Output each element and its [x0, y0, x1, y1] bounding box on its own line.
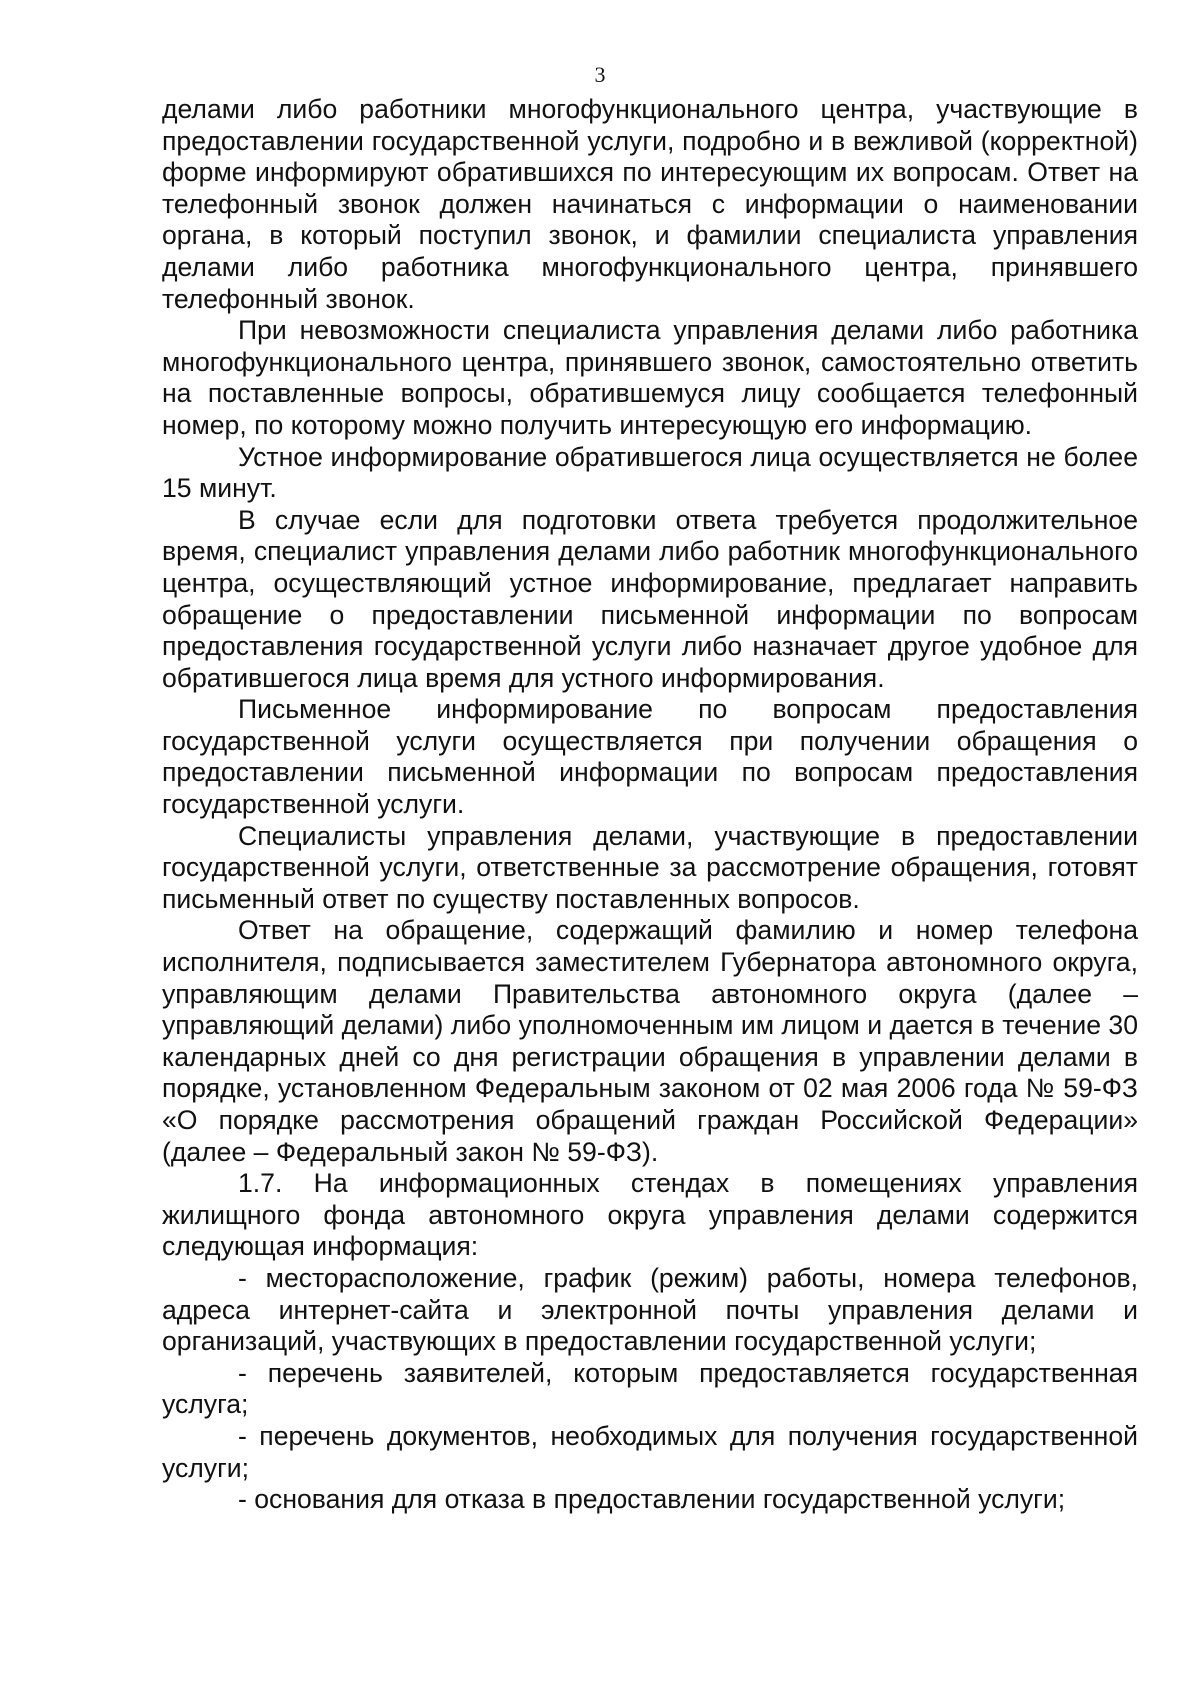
paragraph-1: делами либо работники многофункционального центра, участвующие в предоставлении государственной услуги, подробно и в вежливой (корректной) форме информируют обратившихся по интересующим их вопросам. Ответ на телефонный звонок должен начинаться с информации о наименовании органа, в который поступил звонок, и фамилии специалиста управления делами либо работника многофункционального центра, принявшего телефонный звонок.: [162, 94, 1138, 314]
document-body: [162, 94, 1138, 1516]
list-item-documents: - перечень документов, необходимых для получения государственной услуги;: [162, 1420, 1138, 1483]
page-number: 3: [594, 62, 606, 87]
paragraph-5: Письменное информирование по вопросам предоставления государственной услуги осуществляется при получении обращения о предоставлении письменной информации по вопросам предоставления государственной услуги.: [162, 694, 1138, 820]
paragraph-4: В случае если для подготовки ответа требуется продолжительное время, специалист управления делами либо работник многофункционального центра, осуществляющий устное информирование, предлагает направить обращение о предоставлении письменной информации по вопросам предоставления государственной услуги либо назначает другое удобное для обратившегося лица время для устного информирования.: [162, 504, 1138, 693]
list-item-applicants: - перечень заявителей, которым предоставляется государственная услуга;: [162, 1357, 1138, 1420]
list-item-location-schedule: - месторасположение, график (режим) работы, номера телефонов, адреса интернет-сайта и электронной почты управления делами и организаций, участвующих в предоставлении государственной услуги;: [162, 1262, 1138, 1357]
paragraph-2: При невозможности специалиста управления делами либо работника многофункционального центра, принявшего звонок, самостоятельно ответить на поставленные вопросы, обратившемуся лицу сообщается телефонный номер, по которому можно получить интересующую его информацию.: [162, 315, 1138, 440]
paragraph-7: Ответ на обращение, содержащий фамилию и номер телефона исполнителя, подписывается заместителем Губернатора автономного округа, управляющим делами Правительства автономного округа (далее – управляющий делами) либо уполномоченным им лицом и дается в течение 30 календарных дней со дня регистрации обращения в управлении делами в порядке, установленном Федеральным законом от 02 мая 2006 года № 59-ФЗ «О порядке рассмотрения обращений граждан Российской Федерации» (далее – Федеральный закон № 59-ФЗ).: [162, 915, 1138, 1167]
paragraph-3: Устное информирование обратившегося лица осуществляется не более 15 минут.: [162, 441, 1138, 504]
paragraph-6: Специалисты управления делами, участвующие в предоставлении государственной услуги, ответственные за рассмотрение обращения, готовят письменный ответ по существу поставленных вопросов.: [162, 820, 1138, 914]
paragraph-8: 1.7. На информационных стендах в помещениях управления жилищного фонда автономного округа управления делами содержится следующая информация:: [162, 1168, 1138, 1262]
list-item-refusal-grounds: - основания для отказа в предоставлении государственной услуги;: [238, 1484, 1066, 1515]
